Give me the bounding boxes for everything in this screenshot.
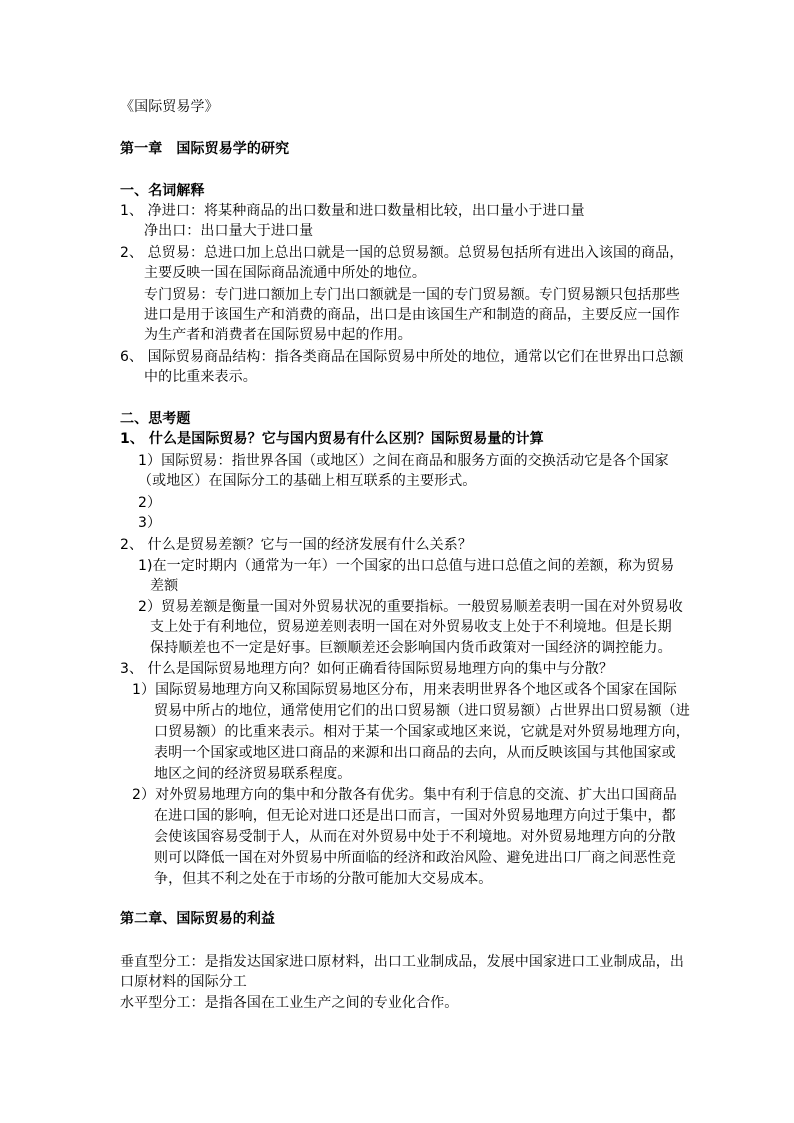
answer-line: 保持顺差也不一定是好事。巨额顺差还会影响国内货币政策对一国经济的调控能力。 [150,640,672,656]
answer-line: 2）对外贸易地理方向的集中和分散各有优劣。集中有利于信息的交流、扩大出口国商品 [132,787,677,803]
answer-line: 支上处于有利地位，贸易逆差则表明一国在对外贸易收支上处于不利境地。但是长期 [150,619,672,635]
term-line: 净出口：出口量大于进口量 [144,223,314,239]
answer-line: 贸易中所占的地位，通常使用它们的出口贸易额（进口贸易额）占世界出口贸易额（进 [154,703,690,719]
term-line: 1、 净进口：将某种商品的出口数量和进口数量相比较，出口量小于进口量 [120,203,585,219]
chapter-1-title: 第一章 国际贸易学的研究 [120,141,290,157]
document-title: 《国际贸易学》 [120,99,219,115]
term-line: 2、 总贸易：总进口加上总出口就是一国的总贸易额。总贸易包括所有进出入该国的商品， [120,245,684,261]
term-line: 主要反映一国在国际商品流通中所处的地位。 [144,265,426,281]
answer-line: 2）贸易差额是衡量一国对外贸易状况的重要指标。一般贸易顺差表明一国在对外贸易收 [138,599,683,615]
term-line: 为生产者和消费者在国际贸易中起的作用。 [144,327,412,343]
answer-line: 地区之间的经济贸易联系程度。 [154,766,352,782]
section-heading-terms: 一、名词解释 [120,183,205,199]
answer-line: 口贸易额）的比重来表示。相对于某一个国家或地区来说，它就是对外贸易地理方向， [154,724,690,740]
definition-line: 口原材料的国际分工 [120,974,247,990]
term-line: 专门贸易：专门进口额加上专门出口额就是一国的专门贸易额。专门贸易额只包括那些 [144,287,680,303]
answer-line: 1）国际贸易地理方向又称国际贸易地区分布，用来表明世界各个地区或各个国家在国际 [132,682,677,698]
question-3: 3、 什么是国际贸易地理方向？如何正确看待国际贸易地理方向的集中与分散？ [120,661,613,677]
section-heading-questions: 二、思考题 [120,411,191,427]
question-2: 2、 什么是贸易差额？它与一国的经济发展有什么关系？ [120,537,472,553]
answer-line: （或地区）在国际分工的基础上相互联系的主要形式。 [138,473,477,489]
answer-line: 3） [138,515,162,531]
question-1: 1、 什么是国际贸易？它与国内贸易有什么区别？国际贸易量的计算 [120,431,544,447]
answer-line: 会使该国容易受制于人，从而在对外贸易中处于不利境地。对外贸易地理方向的分散 [154,829,676,845]
chapter-2-title: 第二章、国际贸易的利益 [120,911,276,927]
answer-line: 争，但其不利之处在于市场的分散可能加大交易成本。 [154,871,493,887]
term-line: 6、 国际贸易商品结构：指各类商品在国际贸易中所处的地位，通常以它们在世界出口总额 [120,349,684,365]
term-line: 进口是用于该国生产和消费的商品，出口是由该国生产和制造的商品，主要反应一国作 [144,307,680,323]
definition-line: 水平型分工：是指各国在工业生产之间的专业化合作。 [120,995,459,1011]
answer-line: 1)在一定时期内（通常为一年）一个国家的出口总值与进口总值之间的差额，称为贸易 [138,558,675,574]
term-line: 中的比重来表示。 [144,369,257,385]
answer-line: 在进口国的影响，但无论对进口还是出口而言，一国对外贸易地理方向过于集中，都 [154,808,676,824]
definition-line: 垂直型分工：是指发达国家进口原材料，出口工业制成品，发展中国家进口工业制成品，出 [120,954,684,970]
answer-line: 1）国际贸易：指世界各国（或地区）之间在商品和服务方面的交换活动它是各个国家 [138,453,669,469]
answer-line: 差额 [150,578,179,594]
answer-line: 表明一个国家或地区进口商品的来源和出口商品的去向，从而反映该国与其他国家或 [154,745,676,761]
answer-line: 则可以降低一国在对外贸易中所面临的经济和政治风险、避免进出口厂商之间恶性竞 [154,850,676,866]
answer-line: 2） [138,495,162,511]
